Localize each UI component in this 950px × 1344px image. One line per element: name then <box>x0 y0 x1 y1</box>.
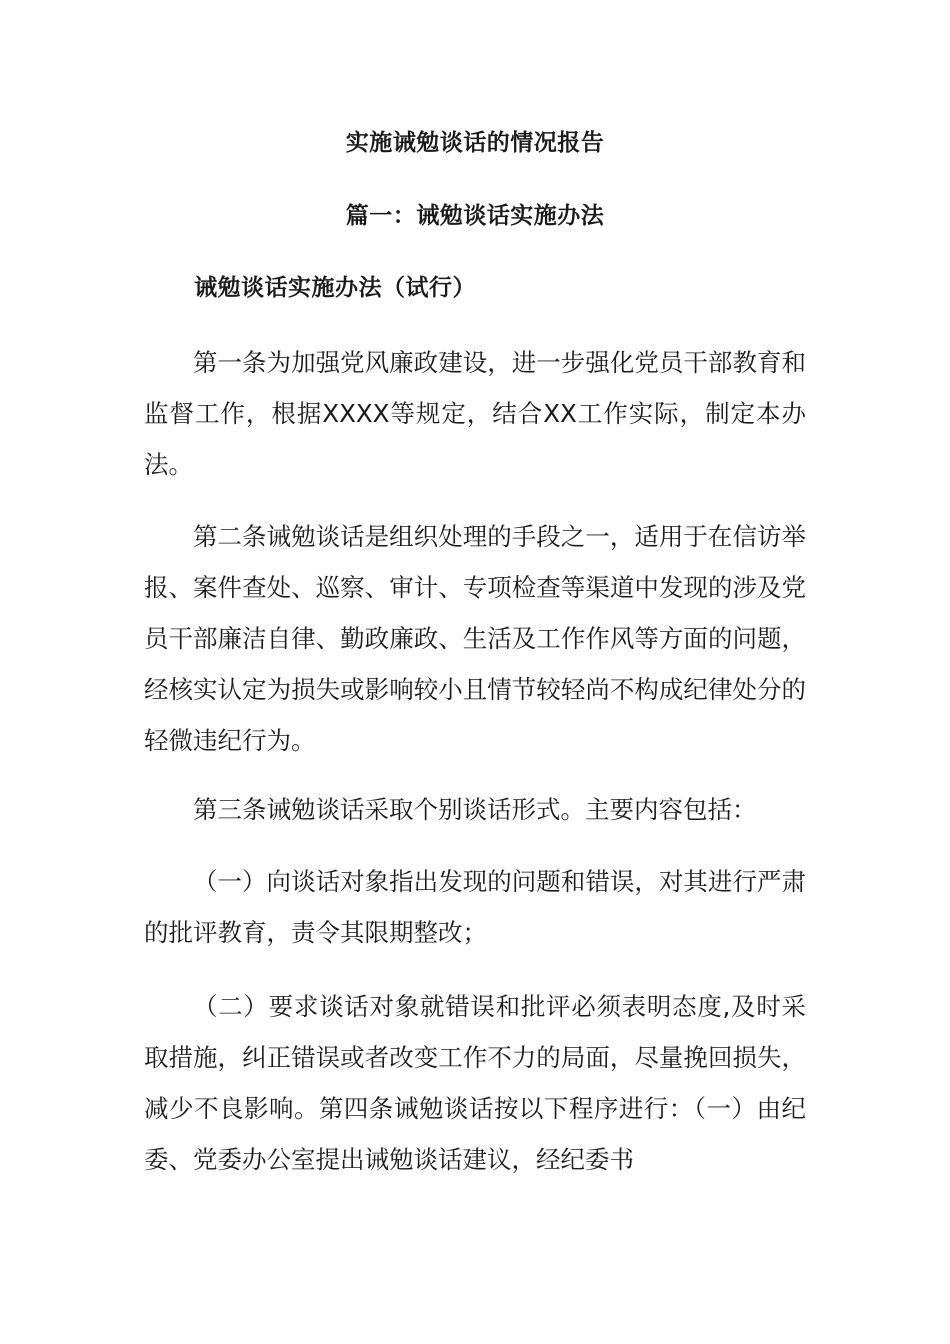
paragraph-article-2: 第二条诫勉谈话是组织处理的手段之一，适用于在信访举报、案件查处、巡察、审计、专项检查等渠道中发现的涉及党员干部廉洁自律、勤政廉政、生活及工作作风等方面的问题，经核实认定为损失或影响较小且情节较轻尚不构成纪律处分的轻微违纪行为。 <box>144 522 806 755</box>
paragraph-item-1: （一）向谈话对象指出发现的问题和错误，对其进行严肃的批评教育，责令其限期整改； <box>144 867 806 947</box>
section-title: 诫勉谈话实施办法（试行） <box>194 275 476 301</box>
document-title: 实施诫勉谈话的情况报告 <box>345 130 605 156</box>
paragraph-article-1: 第一条为加强党风廉政建设，进一步强化党员干部教育和监督工作，根据XXXX等规定，结合XX工作实际，制定本办法。 <box>144 348 806 479</box>
chapter-title: 篇一：诫勉谈话实施办法 <box>345 203 605 229</box>
paragraph-item-2: （二）要求谈话对象就错误和批评必须表明态度,及时采取措施，纠正错误或者改变工作不力的局面，尽量挽回损失，减少不良影响。第四条诫勉谈话按以下程序进行：（一）由纪委、党委办公室提出诫勉谈话建议，经纪委书 <box>144 992 806 1174</box>
paragraph-article-3: 第三条诫勉谈话采取个别谈话形式。主要内容包括： <box>193 795 757 824</box>
